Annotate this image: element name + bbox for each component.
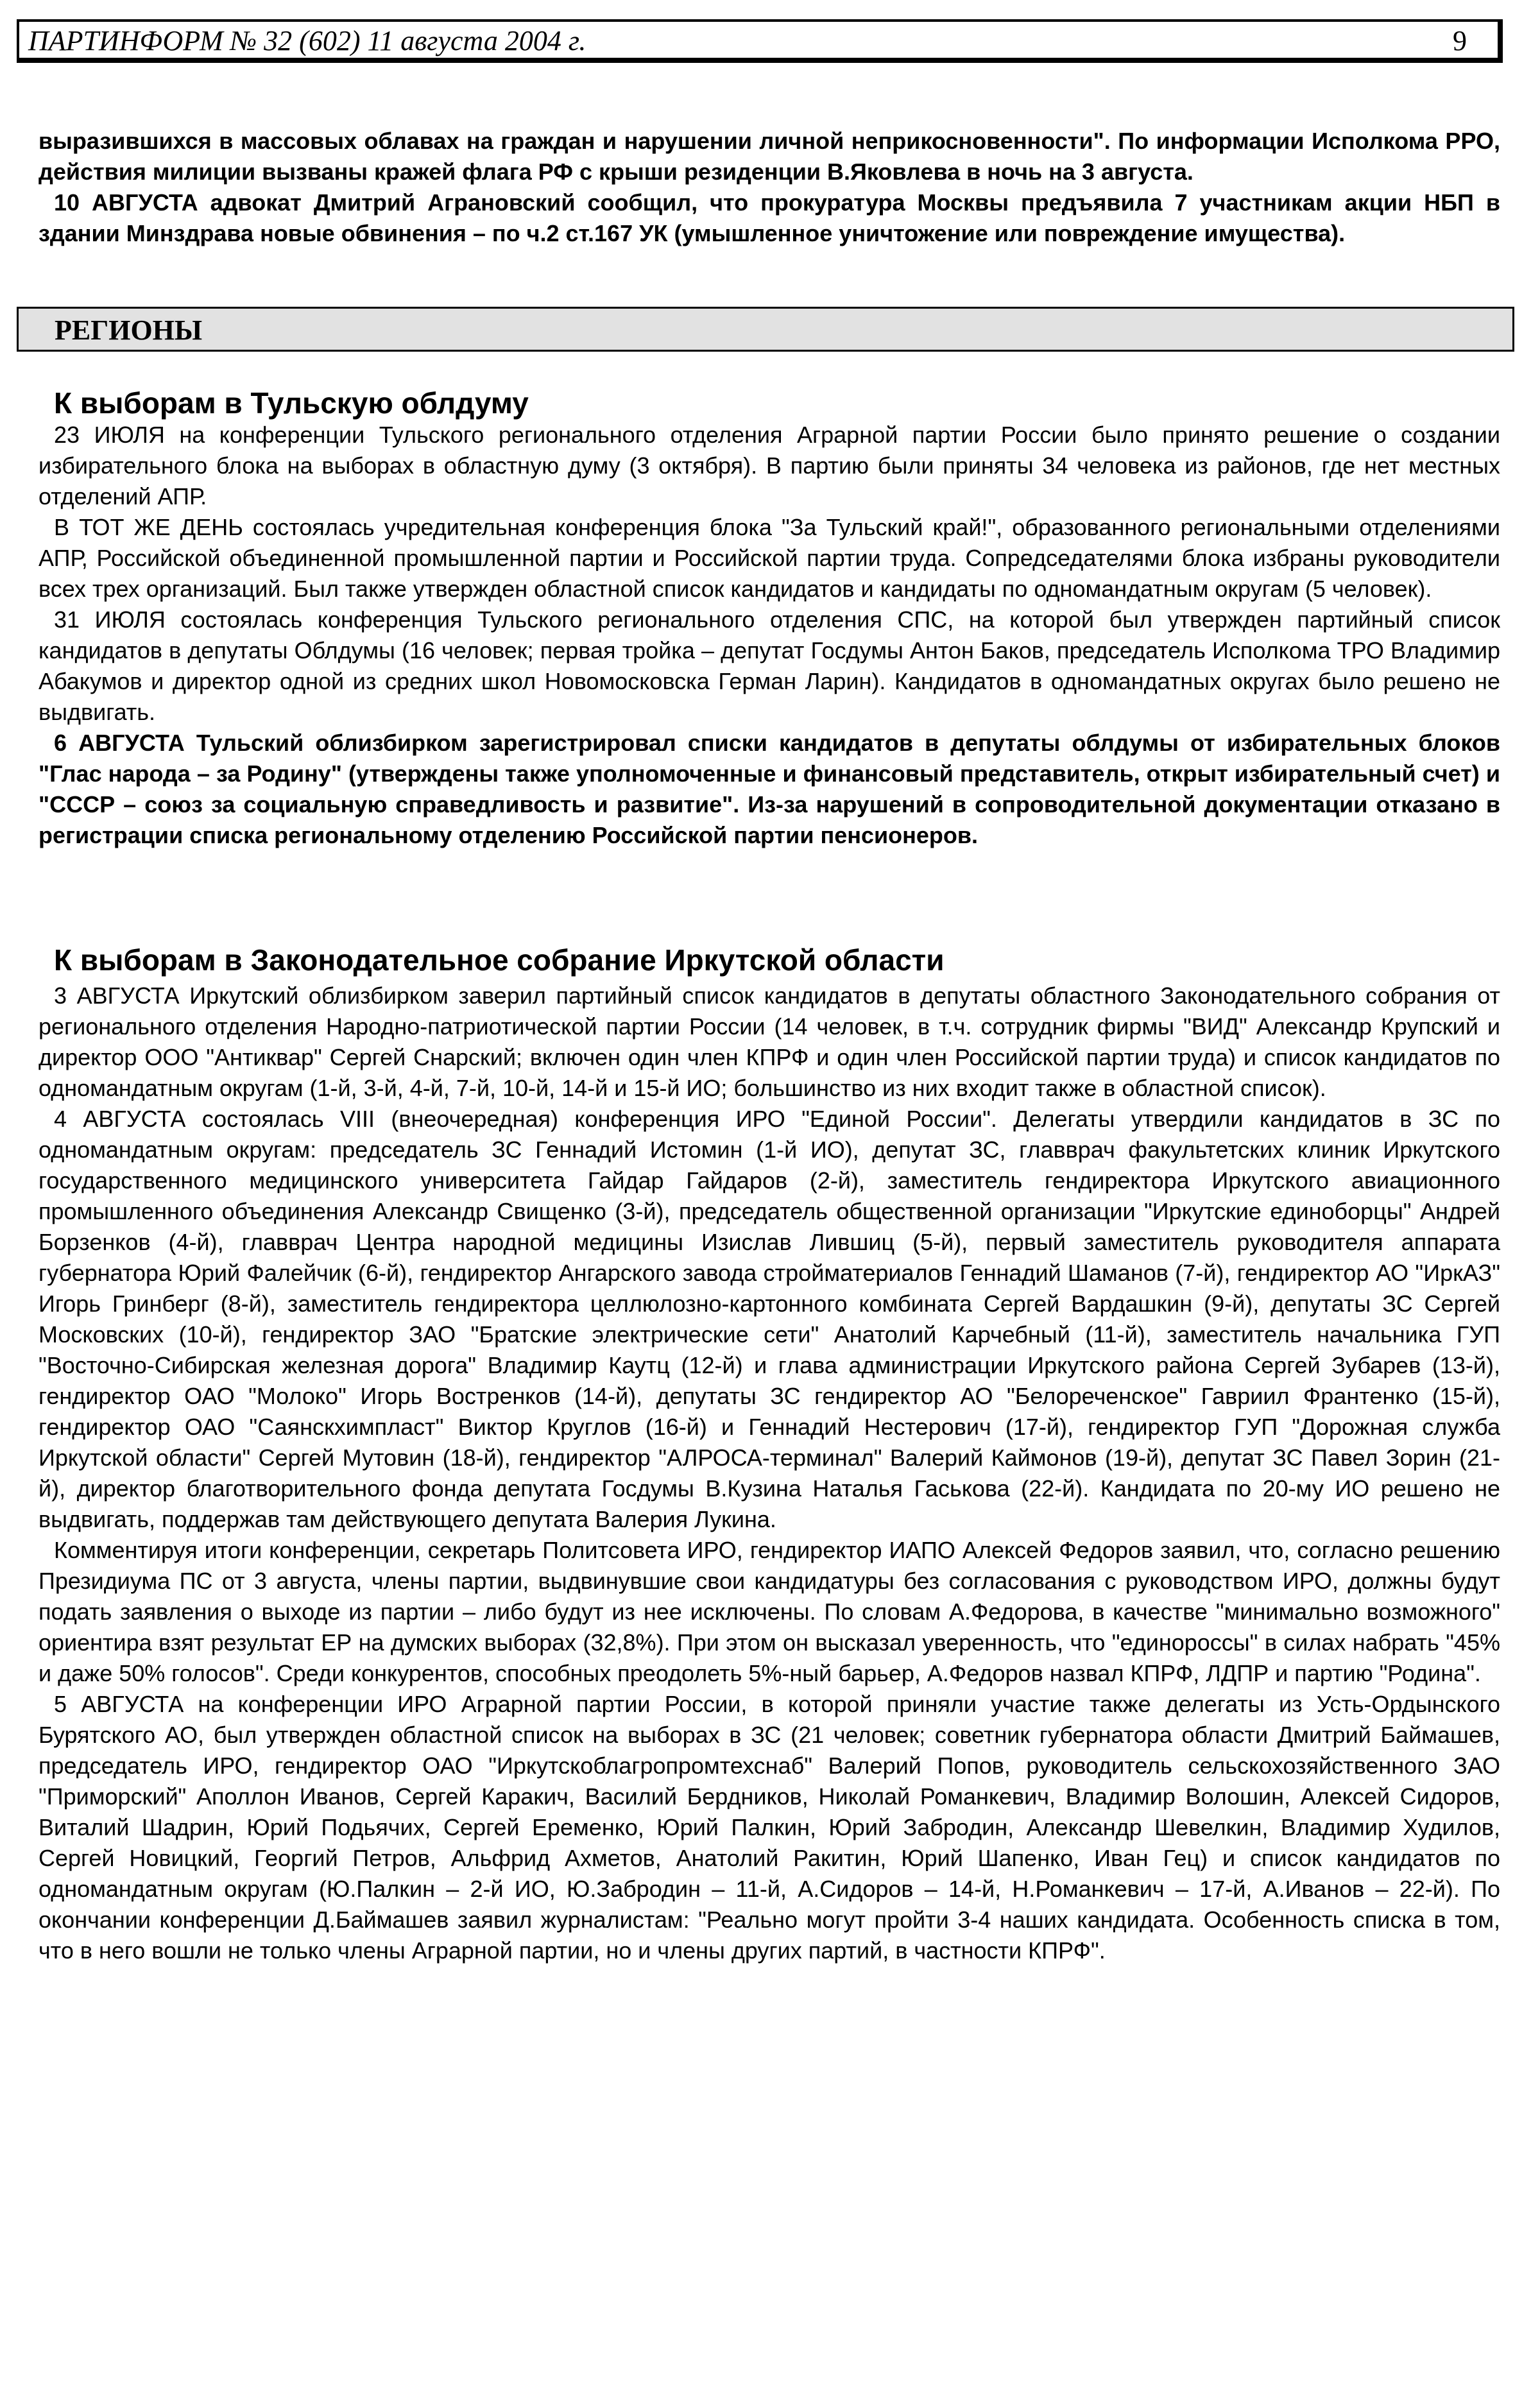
paragraph: 3 АВГУСТА Иркутский облизбирком заверил партийный список кандидатов в депутаты областного Законодательного собрания от регионального отделения Народно-патриотической партии России (14 человек, в т.ч. сотрудник фирмы "ВИД" Александр Крупский и директор ООО "Антиквар" Сергей Снарский; включен один член КПРФ и один член Российской партии труда) и список кандидатов по одномандатным округам (1-й, 3-й, 4-й, 7-й, 10-й, 14-й и 15-й ИО; большинство из них входит также в областной список). xyxy=(38,982,1500,1101)
paragraph: 31 ИЮЛЯ состоялась конференция Тульского регионального отделения СПС, на которой был утвержден партийный список кандидатов в депутаты Облдумы (16 человек; первая тройка – депутат Госдумы Антон Баков, председатель Исполкома ТРО Владимир Абакумов и директор одной из средних школ Новомосковска Герман Ларин). Кандидатов в одномандатных округах было решено не выдвигать. xyxy=(38,606,1500,725)
page-header xyxy=(17,19,1503,63)
article-body xyxy=(38,981,1500,1966)
paragraph: Комментируя итоги конференции, секретарь Политсовета ИРО, гендиректор ИАПО Алексей Федоров заявил, что, согласно решению Президиума ПС от 3 августа, члены партии, выдвинувшие свои кандидатуры без согласования с руководством ИРО, должны будут подать заявления о выходе из партии – либо будут из нее исключены. По словам А.Федорова, в качестве "минимально возможного" ориентира взят результат ЕР на думских выборах (32,8%). При этом он высказал уверенность, что "единороссы" в силах набрать "45% и даже 50% голосов". Среди конкурентов, способных преодолеть 5%-ный барьер, А.Федоров назвал КПРФ, ЛДПР и партию "Родина". xyxy=(38,1537,1500,1686)
paragraph: В ТОТ ЖЕ ДЕНЬ состоялась учредительная конференция блока "За Тульский край!", образованного региональными отделениями АПР, Российской объединенной промышленной партии и Российской партии труда. Сопредседателями блока избраны руководители всех трех организаций. Был также утвержден областной список кандидатов и кандидаты по одномандатным округам (5 человек). xyxy=(38,514,1500,602)
paragraph: 4 АВГУСТА состоялась VIII (внеочередная) конференция ИРО "Единой России". Делегаты утвердили кандидатов в ЗС по одномандатным округам: председатель ЗС Геннадий Истомин (1-й ИО), депутат ЗС, главврач факультетских клиник Иркутского государственного медицинского университета Гайдар Гайдаров (2-й), заместитель гендиректора Иркутского авиационного промышленного объединения Александр Свищенко (3-й), председатель общественной организации "Иркутские единоборцы" Андрей Борзенков (4-й), главврач Центра народной медицины Изислав Лившиц (5-й), первый заместитель руководителя аппарата губернатора Юрий Фалейчик (6-й), гендиректор Ангарского завода стройматериалов Геннадий Шаманов (7-й), гендиректор АО "ИркАЗ" Игорь Гринберг (8-й), заместитель гендиректора целлюлозно-картонного комбината Сергей Вардашкин (9-й), депутаты ЗС Сергей Московских (10-й), гендиректор ЗАО "Братские электрические сети" Анатолий Карчебный (11-й), заместитель начальника ГУП "Восточно-Сибирская железная дорога" Владимир Каутц (12-й) и глава администрации Иркутского района Сергей Зубарев (13-й), гендиректор ОАО "Молоко" Игорь Востренков (14-й), депутаты ЗС гендиректор АО "Белореченское" Гавриил Франтенко (15-й), гендиректор ОАО "Саянскхимпласт" Виктор Круглов (16-й) и Геннадий Нестерович (17-й), гендиректор ГУП "Дорожная служба Иркутской области" Сергей Мутовин (18-й), гендиректор "АЛРОСА-терминал" Валерий Каймонов (19-й), депутат ЗС Павел Зорин (21-й), директор благотворительного фонда депутата Госдумы В.Кузина Наталья Гаськова (22-й). Кандидата по 20-му ИО решено не выдвигать, поддержав там действующего депутата Валерия Лукина. xyxy=(38,1106,1500,1532)
article-headline: К выборам в Законодательное собрание Иркутской области xyxy=(54,943,945,977)
paragraph: выразившихся в массовых облавах на граждан и нарушении личной неприкосновенности". По информации Исполкома РРО, действия милиции вызваны кражей флага РФ с крыши резиденции В.Яковлева в ночь на 3 августа. xyxy=(38,128,1500,185)
article-headline: К выборам в Тульскую облдуму xyxy=(54,386,529,420)
page-number: 9 xyxy=(1453,25,1467,56)
issue-title: ПАРТИНФОРМ № 32 (602) 11 августа 2004 г. xyxy=(28,25,586,56)
section-title: РЕГИОНЫ xyxy=(55,314,203,346)
paragraph: 5 АВГУСТА на конференции ИРО Аграрной партии России, в которой приняли участие также делегаты из Усть-Ордынского Бурятского АО, был утвержден областной список на выборах в ЗС (21 человек; советник губернатора области Дмитрий Баймашев, председатель ИРО, гендиректор ОАО "Иркутскоблагропромтехснаб" Валерий Попов, руководитель сельскохозяйственного ЗАО "Приморский" Аполлон Иванов, Сергей Каракич, Василий Бердников, Николай Романкевич, Владимир Волошин, Алексей Сидоров, Виталий Шадрин, Юрий Подьячих, Сергей Еременко, Юрий Палкин, Юрий Забродин, Александр Шевелкин, Владимир Худилов, Сергей Новицкий, Георгий Петров, Альфрид Ахметов, Анатолий Ракитин, Юрий Шапенко, Иван Гец) и список кандидатов по одномандатным округам (Ю.Палкин – 2-й ИО, Ю.Забродин – 11-й, А.Сидоров – 14-й, Н.Романкевич – 17-й, А.Иванов – 22-й). По окончании конференции Д.Баймашев заявил журналистам: "Реально могут пройти 3-4 наших кандидата. Особенность списка в том, что в него вошли не только члены Аграрной партии, но и члены других партий, в частности КПРФ". xyxy=(38,1691,1500,1964)
article-body xyxy=(38,420,1500,851)
continued-article xyxy=(38,126,1500,249)
paragraph: 23 ИЮЛЯ на конференции Тульского регионального отделения Аграрной партии России было принято решение о создании избирательного блока на выборах в областную думу (3 октября). В партию были приняты 34 человека из районов, где нет местных отделений АПР. xyxy=(38,422,1500,510)
section-header xyxy=(17,307,1514,352)
paragraph: 6 АВГУСТА Тульский облизбирком зарегистрировал списки кандидатов в депутаты облдумы от избирательных блоков "Глас народа – за Родину" (утверждены также уполномоченные и финансовый представитель, открыт избирательный счет) и "СССР – союз за социальную справедливость и развитие". Из-за нарушений в сопроводительной документации отказано в регистрации списка региональному отделению Российской партии пенсионеров. xyxy=(38,730,1500,848)
paragraph: 10 АВГУСТА адвокат Дмитрий Аграновский сообщил, что прокуратура Москвы предъявила 7 участникам акции НБП в здании Минздрава новые обвинения – по ч.2 ст.167 УК (умышленное уничтожение или повреждение имущества). xyxy=(38,189,1500,246)
